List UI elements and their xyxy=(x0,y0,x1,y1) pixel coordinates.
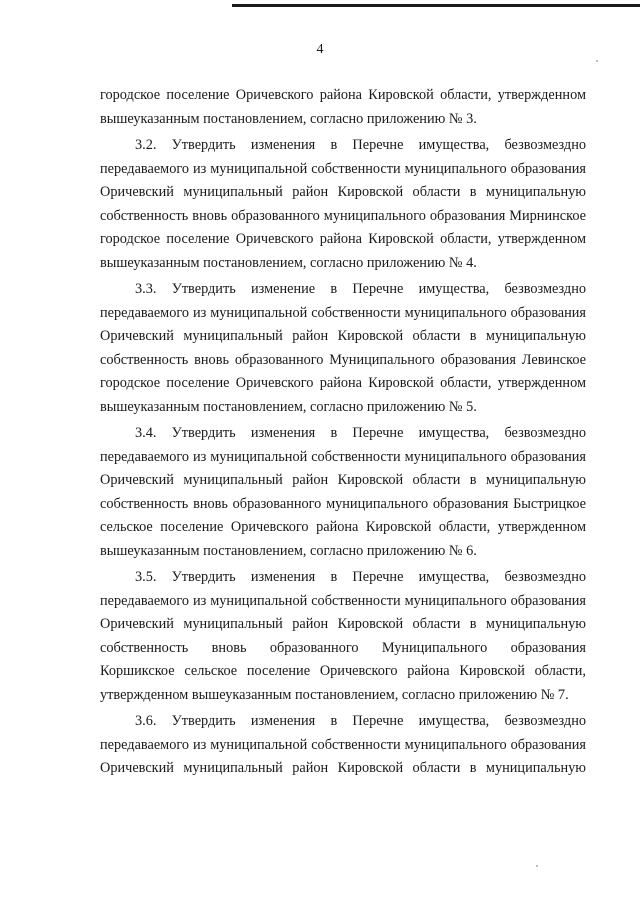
text-line: утвержденном вышеуказанным постановлением, согласно приложению № 7. xyxy=(100,686,569,703)
scan-speck xyxy=(596,60,598,62)
text-line: Оричевский муниципальный район Кировской области в муниципальную xyxy=(100,616,586,632)
scan-speck xyxy=(536,865,538,867)
text-line: собственность вновь образованного муниципального образования Мирнинское xyxy=(100,207,586,224)
text-line: 3.3. Утвердить изменение в Перечне имущества, безвозмездно xyxy=(135,281,586,297)
text-line: Оричевский муниципальный район Кировской области в муниципальную xyxy=(100,472,586,488)
top-rule xyxy=(232,4,640,7)
text-line: вышеуказанным постановлением, согласно приложению № 5. xyxy=(100,398,477,415)
text-line: передаваемого из муниципальной собственности муниципального образования xyxy=(100,592,586,609)
text-line: Оричевский муниципальный район Кировской области в муниципальную xyxy=(100,184,586,200)
text-line: 3.5. Утвердить изменения в Перечне имущества, безвозмездно xyxy=(135,569,586,585)
paragraph xyxy=(100,84,586,131)
text-line: городское поселение Оричевского района Кировской области, утвержденном xyxy=(100,87,586,103)
text-line: собственность вновь образованного муниципального образования Быстрицкое xyxy=(100,495,586,512)
text-line: Коршикское сельское поселение Оричевского района Кировской области, xyxy=(100,663,586,679)
text-line: 3.6. Утвердить изменения в Перечне имущества, безвозмездно xyxy=(135,713,586,729)
text-line: Оричевский муниципальный район Кировской области в муниципальную xyxy=(100,328,586,344)
text-line: сельское поселение Оричевского района Кировской области, утвержденном xyxy=(100,519,586,535)
text-line: передаваемого из муниципальной собственности муниципального образования xyxy=(100,736,586,753)
text-line: 3.4. Утвердить изменения в Перечне имущества, безвозмездно xyxy=(135,425,586,441)
text-line: вышеуказанным постановлением, согласно приложению № 6. xyxy=(100,542,477,559)
paragraph xyxy=(100,422,586,563)
text-line: собственность вновь образованного Муниципального образования Левинское xyxy=(100,351,586,368)
text-line: городское поселение Оричевского района Кировской области, утвержденном xyxy=(100,231,586,247)
text-line: собственность вновь образованного Муниципального образования xyxy=(100,639,586,656)
text-line: передаваемого из муниципальной собственности муниципального образования xyxy=(100,160,586,177)
text-line: Оричевский муниципальный район Кировской области в муниципальную xyxy=(100,760,586,776)
paragraph xyxy=(100,278,586,419)
text-line: передаваемого из муниципальной собственности муниципального образования xyxy=(100,448,586,465)
paragraph xyxy=(100,134,586,275)
paragraph xyxy=(100,566,586,707)
paragraph xyxy=(100,710,586,781)
text-line: 3.2. Утвердить изменения в Перечне имущества, безвозмездно xyxy=(135,137,586,153)
text-line: вышеуказанным постановлением, согласно приложению № 3. xyxy=(100,110,477,127)
page-number: 4 xyxy=(316,42,324,57)
document-body xyxy=(100,84,586,781)
text-line: городское поселение Оричевского района Кировской области, утвержденном xyxy=(100,375,586,391)
text-line: передаваемого из муниципальной собственности муниципального образования xyxy=(100,304,586,321)
text-line: вышеуказанным постановлением, согласно приложению № 4. xyxy=(100,254,477,271)
